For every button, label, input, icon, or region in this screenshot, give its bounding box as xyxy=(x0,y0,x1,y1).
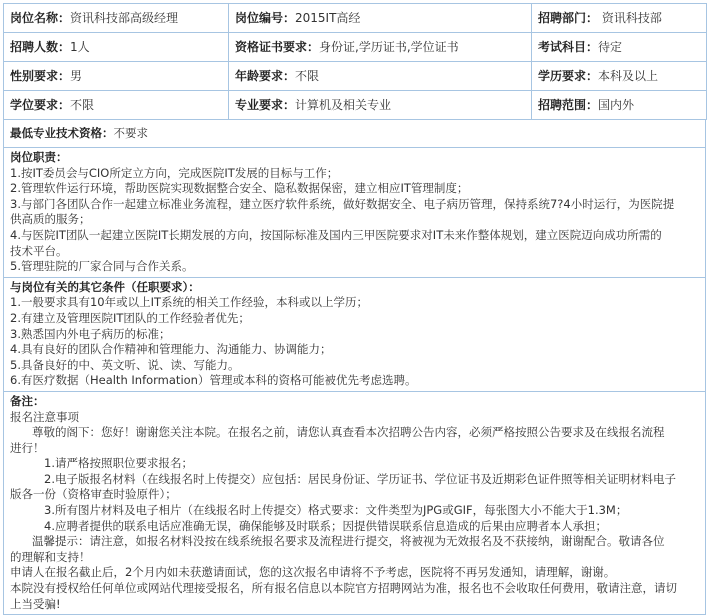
notes-item-3: 3.所有图片材料及电子相片（在线报名时上传提交）格式要求：文件类型为JPG或GIF，每张图大小不能大于1.3M； xyxy=(44,503,628,518)
min-tech-value: 不要求 xyxy=(113,125,148,140)
department-value: 资讯科技部 xyxy=(598,11,662,25)
department-label: 招聘部门： xyxy=(538,11,599,25)
job-posting xyxy=(3,3,706,615)
notes-paragraph-2: 申请人在报名截止后，2个月内如未获邀请面试，您的这次报名申请将不予考虑，医院将不再另发通知，请理解，谢谢。 xyxy=(10,565,616,580)
degree-label: 学位要求： xyxy=(10,98,71,112)
education-cell xyxy=(532,62,707,91)
gender-value: 男 xyxy=(70,69,83,83)
notes-tip-cont: 的理解和支持！ xyxy=(10,549,91,564)
duty-line: 5.管理驻院的厂家合同与合作关系。 xyxy=(10,259,194,274)
condition-line: 4.具有良好的团队合作精神和管理能力、沟通能力、协调能力； xyxy=(10,342,332,357)
duty-line: 2.管理软件运行环境，帮助医院实现数据整合安全、隐私数据保密，建立相应IT管理制度； xyxy=(10,181,469,196)
duty-line: 技术平台。 xyxy=(10,243,68,258)
info-row-1 xyxy=(4,4,707,33)
notes-greeting: 尊敬的阁下：您好！谢谢您关注本院。在报名之前，请您认真查看本次招聘公告内容，必须严格按照公告要求及在线报名流程 xyxy=(32,425,665,440)
headcount-label: 招聘人数： xyxy=(10,40,71,54)
notes-paragraph-3: 本院没有授权给任何单位或网站代理接受报名，所有报名信息以本院官方招聘网站为准，报名也不会收取任何费用，敬请注意，请切 xyxy=(10,581,677,596)
scope-value: 国内外 xyxy=(598,98,635,112)
age-cell xyxy=(229,62,532,91)
duties-section xyxy=(3,148,706,278)
duty-line: 1.按IT委员会与CIO所定立方向，完成医院IT发展的目标与工作； xyxy=(10,165,339,180)
job-title-value: 资讯科技部高级经理 xyxy=(70,11,179,25)
degree-cell xyxy=(4,91,229,120)
job-title-cell xyxy=(4,4,229,33)
age-value: 不限 xyxy=(295,69,320,83)
exam-cell xyxy=(532,33,707,62)
condition-line: 6.有医疗数据（Health Information）管理或本科的资格可能被优先考虑选聘。 xyxy=(10,373,417,388)
job-code-cell xyxy=(229,4,532,33)
certificate-label: 资格证书要求： xyxy=(235,40,320,54)
info-row-3 xyxy=(4,62,707,91)
scope-label: 招聘范围： xyxy=(538,98,599,112)
major-label: 专业要求： xyxy=(235,98,296,112)
condition-line: 2.有建立及管理医院IT团队的工作经验者优先； xyxy=(10,310,250,325)
notes-tip: 温馨提示：请注意，如报名材料没按在线系统报名要求及流程进行提交，将被视为无效报名及不获接纳，谢谢配合。敬请各位 xyxy=(32,534,665,549)
department-cell xyxy=(532,4,707,33)
notes-greeting-cont: 进行！ xyxy=(10,440,45,455)
condition-line: 5.具备良好的中、英文听、说、读、写能力。 xyxy=(10,357,240,372)
gender-cell xyxy=(4,62,229,91)
notes-item-4: 4.应聘者提供的联系电话应准确无误，确保能够及时联系；因提供错误联系信息造成的后果由应聘者本人承担； xyxy=(44,518,607,533)
major-value: 计算机及相关专业 xyxy=(295,98,392,112)
duty-line: 3.与部门各团队合作一起建立标准业务流程，建立医疗软件系统，做好数据安全、电子病历管理，保持系统7?4小时运行，为医院提 xyxy=(10,196,675,211)
job-code-label: 岗位编号： xyxy=(235,11,296,25)
conditions-section xyxy=(3,278,706,392)
job-info-table xyxy=(3,3,707,120)
condition-line: 3.熟悉国内外电子病历的标准； xyxy=(10,326,171,341)
conditions-heading: 与岗位有关的其它条件（任职要求）： xyxy=(10,279,200,294)
min-tech-section xyxy=(3,120,706,148)
info-row-4 xyxy=(4,91,707,120)
notes-item-1: 1.请严格按照职位要求报名； xyxy=(44,456,193,471)
notes-title: 报名注意事项 xyxy=(10,409,79,424)
gender-label: 性别要求： xyxy=(10,69,71,83)
exam-value: 待定 xyxy=(598,40,623,54)
notes-item-2-cont: 版各一份（资格审查时验原件）； xyxy=(10,487,177,502)
major-cell xyxy=(229,91,532,120)
duty-line: 4.与医院IT团队一起建立医院IT长期发展的方向，按国际标准及国内三甲医院要求对IT未来作整体规划，建立医院迈向成功所需的 xyxy=(10,227,662,242)
job-code-value: 2015IT高经 xyxy=(295,11,361,25)
certificate-cell xyxy=(229,33,532,62)
certificate-value: 身份证,学历证书,学位证书 xyxy=(319,40,459,54)
notes-heading: 备注： xyxy=(10,393,45,408)
notes-section xyxy=(3,392,706,615)
duty-line: 供高质的服务； xyxy=(10,212,91,227)
info-row-2 xyxy=(4,33,707,62)
degree-value: 不限 xyxy=(70,98,95,112)
notes-item-2: 2.电子版报名材料（在线报名时上传提交）应包括：居民身份证、学历证书、学位证书及近期彩色证件照等相关证明材料电子 xyxy=(44,471,676,486)
education-label: 学历要求： xyxy=(538,69,599,83)
condition-line: 1.一般要求具有10年或以上IT系统的相关工作经验，本科或以上学历； xyxy=(10,295,369,310)
duties-heading: 岗位职责： xyxy=(10,150,68,164)
age-label: 年龄要求： xyxy=(235,69,296,83)
scope-cell xyxy=(532,91,707,120)
headcount-value: 1人 xyxy=(70,40,90,54)
notes-paragraph-3-cont: 上当受骗! xyxy=(10,596,61,611)
headcount-cell xyxy=(4,33,229,62)
min-tech-label: 最低专业技术资格： xyxy=(10,125,114,140)
education-value: 本科及以上 xyxy=(598,69,659,83)
job-title-label: 岗位名称： xyxy=(10,11,71,25)
exam-label: 考试科目： xyxy=(538,40,599,54)
